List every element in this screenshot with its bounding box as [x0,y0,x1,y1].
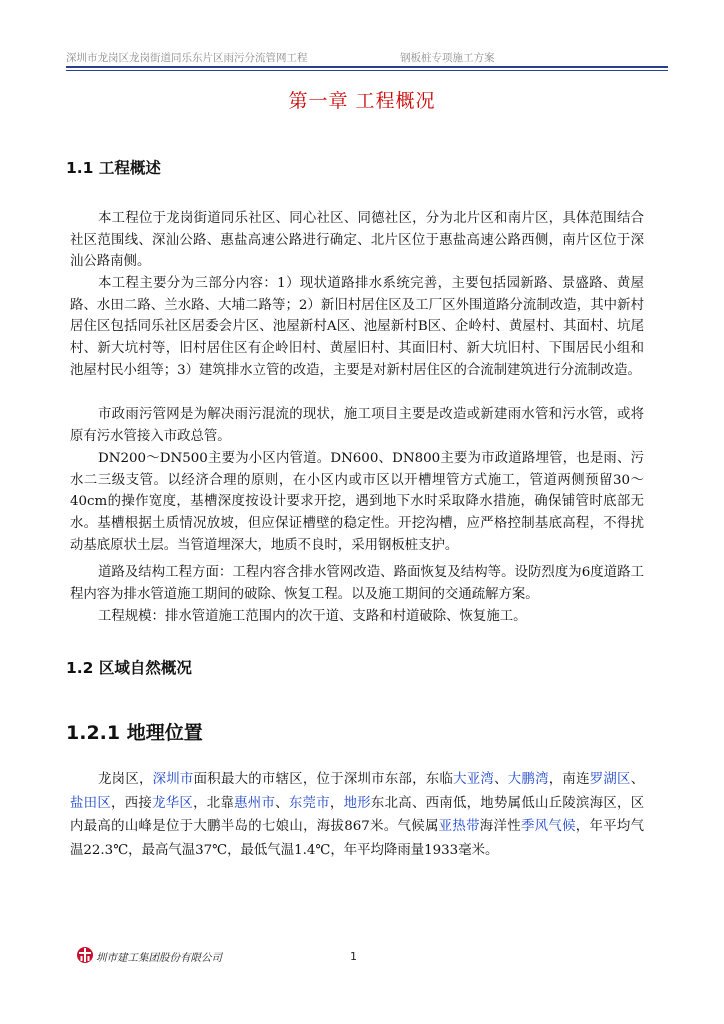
paragraph-text: 、 [275,795,289,811]
footer-company-name: 圳市建工集团股份有限公司 [96,952,222,964]
hyperlink[interactable]: 龙华区 [152,795,194,811]
paragraph-5: 道路及结构工程方面：工程内容含排水管网改造、路面恢复及结构等。设防烈度为6度道路工程内容为排水管道施工期间的破除、恢复工程。以及施工期间的交通疏解方案。 [70,565,644,602]
paragraph-2: 本工程主要分为三部分内容：1）现状道路排水系统完善，主要包括园新路、景盛路、黄屋路、水田二路、兰水路、大埔二路等；2）新旧村居住区及工厂区外围道路分流制改造，其中新村居住区包括同乐社区居委会片区、池屋新村A区、池屋新村B区、企岭村、黄屋村、其面村、坑尾村、新大坑村等，旧村居住区有企岭旧村、黄屋旧村、其面旧村、新大坑旧村、下围居民小组和池屋村民小组等；3）建筑排水立管的改造，主要是对新村居住区的合流制建筑进行分流制改造。 [70,276,644,378]
paragraph-text: 、 [630,772,645,787]
hyperlink[interactable]: 罗湖区 [589,772,631,787]
company-logo-icon [76,946,94,964]
paragraph-4: DN200～DN500主要为小区内管道。DN600、DN800主要为市政道路埋管，也是雨、污水二三级支管。以经济合理的原则，在小区内或市区以开槽埋管方式施工，管道两侧预留30～40cm的操作宽度，基槽深度按设计要求开挖，遇到地下水时采取降水措施，确保铺管时底部无水。基槽根据土质情况放坡，但应保证槽壁的稳定性。开挖沟槽，应严格控制基底高程，不得扰动基底原状土层。当管道埋深大，地质不良时，采用钢板桩支护。 [70,451,644,553]
hyperlink[interactable]: 大鹏湾 [507,772,549,787]
hyperlink[interactable]: 地形 [343,795,371,811]
header-document-name: 钢板桩专项施工方案 [400,52,495,64]
chapter-title: 第一章 工程概况 [288,90,436,112]
paragraph-text: 龙岗区， [98,772,153,787]
paragraph-text: 海洋性 [479,819,521,835]
paragraph-text: ， [329,795,344,811]
paragraph-6: 工程规模：排水管道施工范围内的次干道、支路和村道破除、恢复施工。 [98,609,527,624]
page-number: 1 [350,950,357,963]
page-header [66,46,668,68]
geography-paragraph [70,768,644,862]
paragraph-text: 、 [494,772,508,787]
header-project-name: 深圳市龙岗区龙岗街道同乐东片区雨污分流管网工程 [66,52,308,64]
paragraph-text: ，北靠 [193,795,235,811]
paragraph-1: 本工程位于龙岗街道同乐社区、同心社区、同德社区，分为北片区和南片区，具体范围结合社区范围线、深汕公路、惠盐高速公路进行确定、北片区位于惠盐高速公路西侧，南片区位于深汕公路南侧。 [70,211,644,270]
paragraph-text: ，年平均气温22.3℃，最高气温37℃，最低气温1.4℃，年平均降雨量1933毫米。 [70,819,645,858]
section-heading-1-2-1: 1.2.1 地理位置 [66,722,203,744]
paragraph-text: ，南连 [548,772,590,787]
hyperlink[interactable]: 大亚湾 [453,772,495,787]
section-heading-1-1: 1.1 工程概述 [66,159,161,177]
header-divider-thin [66,70,668,71]
header-divider [66,66,668,68]
hyperlink[interactable]: 东莞市 [288,795,330,811]
hyperlink[interactable]: 惠州市 [234,795,276,811]
paragraph-text: ，西接 [111,795,153,811]
hyperlink[interactable]: 亚热带 [438,819,480,835]
paragraph-text: 面积最大的市辖区，位于深圳市东部，东临 [193,772,454,787]
hyperlink[interactable]: 深圳市 [152,772,194,787]
paragraph-3: 市政雨污管网是为解决雨污混流的现状，施工项目主要是改造或新建雨水管和污水管，或将原有污水管接入市政总管。 [70,407,644,444]
hyperlink[interactable]: 季风气候 [520,819,576,835]
hyperlink[interactable]: 盐田区 [70,795,112,811]
section-heading-1-2: 1.2 区域自然概况 [66,659,192,677]
paragraph-text: 东北高、西南低，地势属低山丘陵滨海区，区内最高的山峰是位于大鹏半岛的七娘山，海拔867米。气候属 [70,795,645,835]
